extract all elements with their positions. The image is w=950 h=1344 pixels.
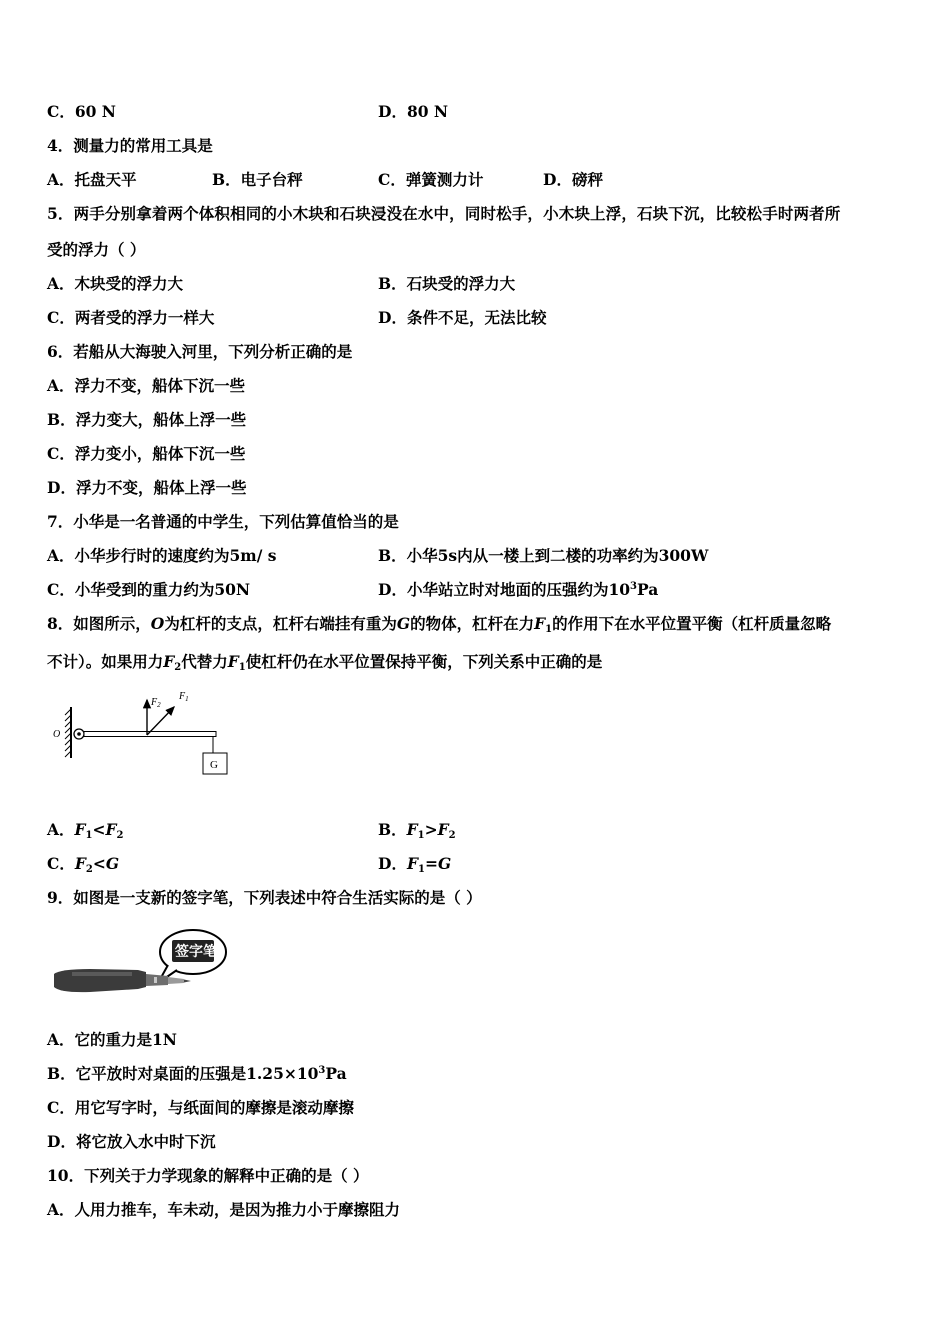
q4-option-a: A．托盘天平 xyxy=(47,170,137,189)
q8-option-c: C．$F_2<G$ xyxy=(47,854,120,875)
q5-option-b: B．石块受的浮力大 xyxy=(378,274,516,293)
f1-label: $F_1$ xyxy=(179,691,189,703)
q3-option-d: D．80 N xyxy=(378,102,449,121)
q5-stem-line1: 5．两手分别拿着两个体积相同的小木块和石块浸没在水中，同时松手，小木块上浮，石块下沉，比较松手时两者所 xyxy=(47,204,841,223)
pivot-dot xyxy=(77,732,81,736)
pen-tip-cone xyxy=(168,977,184,984)
q8-option-a: A．$F_1<F_2$ xyxy=(47,820,124,841)
q7-option-b: B．小华5s内从一楼上到二楼的功率约为300W xyxy=(378,546,709,565)
q9-stem: 9．如图是一支新的签字笔，下列表述中符合生活实际的是（ ） xyxy=(47,888,482,907)
q4-option-d: D．磅秤 xyxy=(543,170,603,189)
q8-option-b: B．$F_1>F_2$ xyxy=(378,820,456,841)
q6-stem: 6．若船从大海驶入河里，下列分析正确的是 xyxy=(47,342,353,361)
pen-tip xyxy=(184,980,191,983)
q10-stem: 10．下列关于力学现象的解释中正确的是（ ） xyxy=(47,1166,369,1185)
q9-option-b: B．它平放时对桌面的压强是$1.25\times 10^3Pa$ xyxy=(47,1064,347,1083)
q8-stem-line2: 不计）。如果用力$F_2$代替力$F_1$使杠杆仍在水平位置保持平衡，下列关系中正确的是 xyxy=(47,652,603,673)
q7-option-c: C．小华受到的重力约为50N xyxy=(47,580,251,599)
q4-option-b: B．电子台秤 xyxy=(212,170,303,189)
pen-grip-band xyxy=(154,977,157,983)
q6-option-b: B．浮力变大，船体上浮一些 xyxy=(47,410,247,429)
f2-label: $F_2$ xyxy=(151,697,161,709)
force-f1-arrow xyxy=(147,707,174,735)
q9-option-c: C．用它写字时，与纸面间的摩擦是滚动摩擦 xyxy=(47,1098,354,1117)
q10-option-a: A．人用力推车，车未动，是因为推力小于摩擦阻力 xyxy=(47,1200,401,1219)
q7-option-d: D．小华站立时对地面的压强约为$10^3Pa$ xyxy=(378,580,659,599)
q6-option-c: C．浮力变小，船体下沉一些 xyxy=(47,444,246,463)
pen-highlight xyxy=(72,972,132,976)
q7-stem: 7．小华是一名普通的中学生，下列估算值恰当的是 xyxy=(47,512,399,531)
q5-option-a: A．木块受的浮力大 xyxy=(47,274,184,293)
q4-stem: 4．测量力的常用工具是 xyxy=(47,136,213,155)
pen-picture xyxy=(50,925,235,1005)
q9-option-a: A．它的重力是1N xyxy=(47,1030,177,1049)
q9-option-d: D．将它放入水中时下沉 xyxy=(47,1132,216,1151)
q8-option-d: D．$F_1=G$ xyxy=(378,854,452,875)
q8-stem-line1: 8．如图所示，O为杠杆的支点，杠杆右端挂有重为G的物体，杠杆在力$F_1$的作用下在水平位置平衡（杠杆质量忽略 xyxy=(47,614,832,635)
q6-option-d: D．浮力不变，船体上浮一些 xyxy=(47,478,247,497)
q4-option-c: C．弹簧测力计 xyxy=(378,170,484,189)
q3-option-c: C．60 N xyxy=(47,102,116,121)
q7-option-a: A．小华步行时的速度约为5m/ s xyxy=(47,546,277,565)
q5-option-d: D．条件不足，无法比较 xyxy=(378,308,547,327)
lever-diagram xyxy=(48,685,238,780)
weight-label: G xyxy=(210,759,218,771)
q5-stem-line2: 受的浮力（ ） xyxy=(47,240,146,259)
q5-option-c: C．两者受的浮力一样大 xyxy=(47,308,215,327)
q6-option-a: A．浮力不变，船体下沉一些 xyxy=(47,376,246,395)
pen-label: 签字笔 xyxy=(175,944,217,960)
pivot-label: O xyxy=(53,729,61,740)
